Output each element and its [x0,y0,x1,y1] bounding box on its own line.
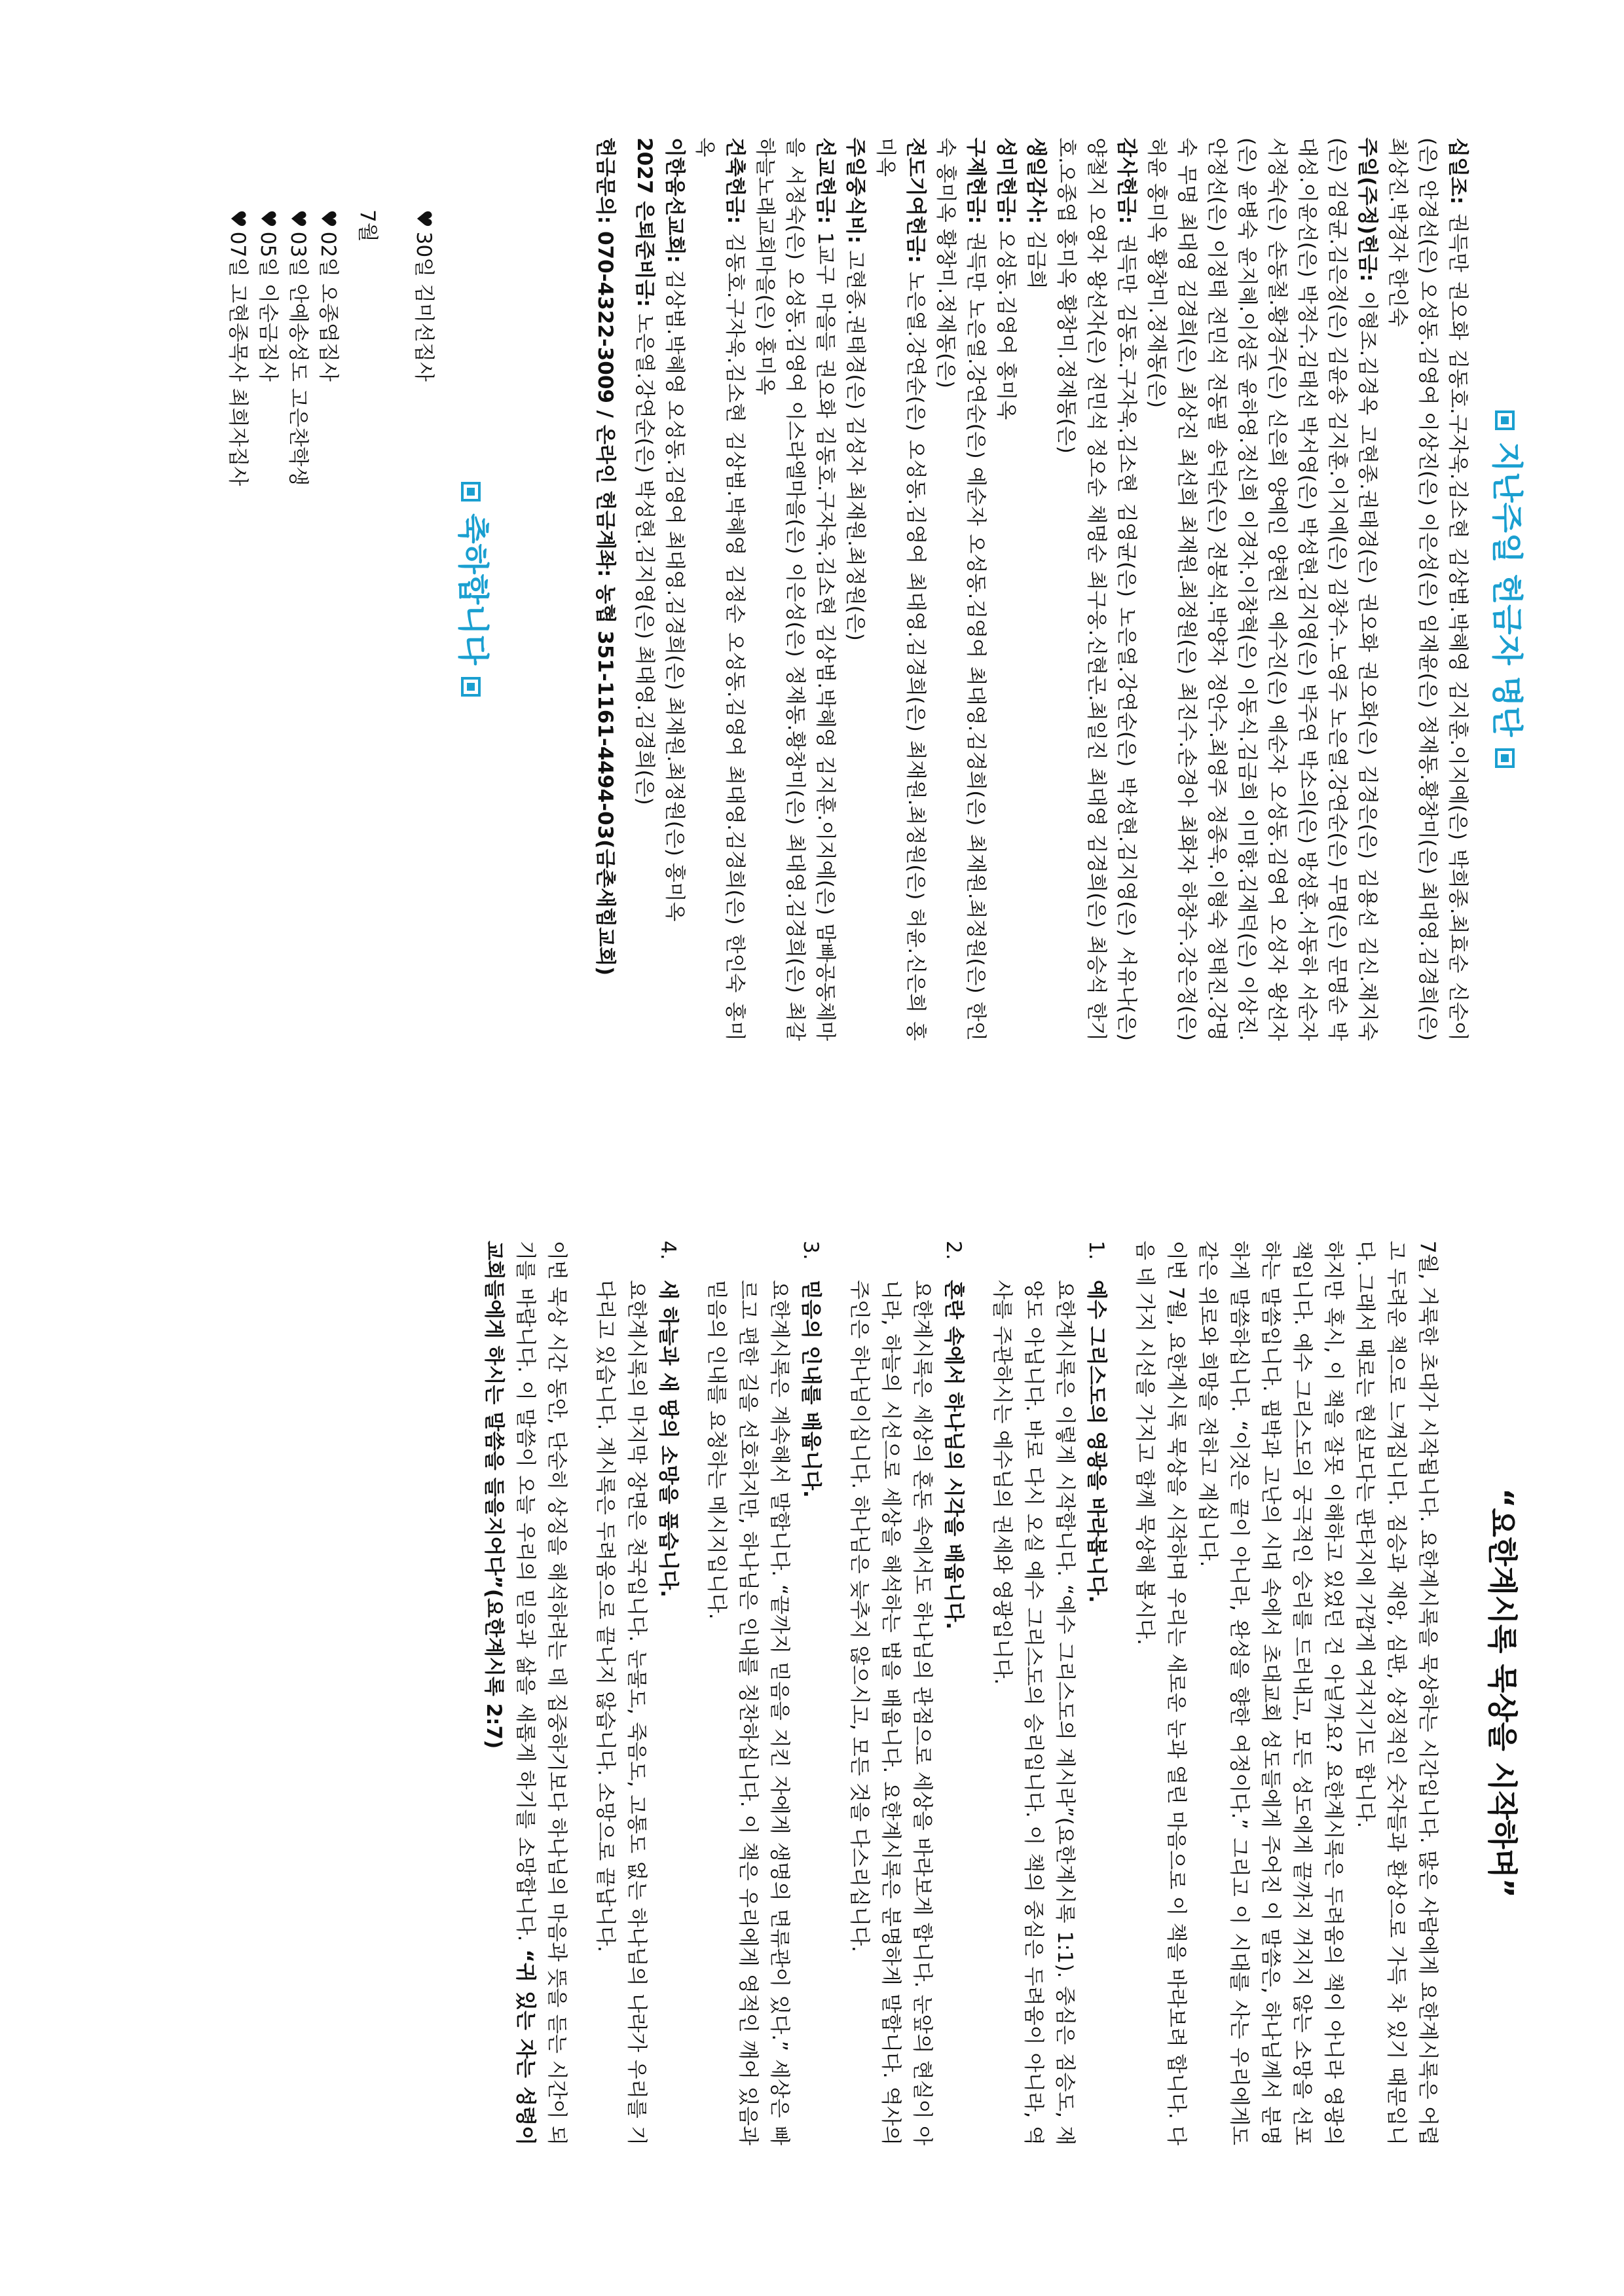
heart-icon: ♥ [316,210,340,228]
donor-entry [991,137,1021,1041]
birthday-item [223,210,253,1041]
donor-entry-names: 김금희 [1024,224,1048,289]
heart-icon: ♥ [286,210,310,228]
birthday-text: 07일 고현종목사 최희자집사 [226,231,249,486]
donor-entry [931,137,991,1041]
birthday-text: 03일 안예송성도 고은찬학생 [286,231,310,486]
donor-entry-names: 이형조.김경옥 고현종.권태경(은) 권오화 권오화(은) 김경은(은) 김용선 김신.채지숙(은) 김영균.김은정(은) 김윤송 김지훈.이지예(은) 김창수.노영주 노은열.강연순(은) 무명(은) 문명순 박대성.이윤선(은) 박정수.김태선 박서영(은) 박성현.김지영(은) 박주연 박소의(은) 방성훈.서동하 서순자 서정숙(은) 손동철.황경주(은) 신은희 양예인 양현진 예수진(은) 예순자 오성동.김영여 오성자 왕선자(은) 윤병숙 윤지혜.이성준 윤하영.정신희 이경자.이창혁(은) 이동식.김금희 이미향.김재덕(은) 이상진.안정선(은) 이정태 전민석 전동필 송덕순(은) 전봉석.박양자 정안수.최영주 정종욱.이형숙 정태진.강명숙 무명 최대영 김경희(은) 최상진 최선희 최재원.최정원(은) 최진수.손경아 최화자 하창수.강은정(은) 허윤 홍미옥 황창미.정재동(은) [1145,137,1379,1041]
donor-entry-label: 십일조: [1446,137,1469,205]
point-heading: 새 하늘과 새 땅의 소망을 품습니다. [656,1280,680,1597]
donor-entry [1051,137,1141,1041]
square-bullet-icon [1495,748,1515,768]
donor-entry-names: 고현종.권태경(은) 김성자 최재원.최정원(은) [843,244,867,641]
congrats-section-title: 축하합니다 [453,137,498,1041]
donor-entry [690,137,750,1041]
donor-entry [629,137,659,1041]
donor-entry [870,137,931,1041]
donor-list [629,137,1473,1041]
heart-icon: ♥ [256,210,280,228]
article-point [589,1241,684,2145]
article-points [589,1241,1112,2145]
point-number: 1. [1084,1241,1108,1260]
point-heading: 믿음의 인내를 배웁니다. [799,1280,822,1498]
donor-entry-names: 오성동.김영여 홍미옥 [994,224,1018,420]
donor-entry [1141,137,1382,1041]
point-heading: 예수 그리스도의 영광을 바라봅니다. [1084,1280,1108,1603]
donor-entry-names: 권득만 김동호.구자욱.김소현 김영균(은) 노은열.강연순(은) 박성현.김지영(은) 서유나(은) 양철지 오영자 왕선자(은) 전민석 정오순 채명순 최구웅.신현곤.최일진 최대영 김경희(은) 최승석 한기호.오종엽 홍미옥 황창미.정재동(은) [1054,137,1138,1041]
birthday-item [253,210,283,1041]
donor-entry-label: 주일(주정)헌금: [1356,137,1379,282]
donor-entry-label: 건축헌금: [723,137,747,225]
point-body: 요한계시록은 이렇게 시작합니다. “예수 그리스도의 계시라”(요한계시록 1:1). 중심은 짐승도, 재앙도 아닙니다. 바로 다시 오실 예수 그리스도의 승리입니다. 이 책의 중심은 두려움이 아니라, 역사를 주관하시는 예수님의 권세와 영광입니다. [990,1280,1077,2145]
birthday-item [283,210,313,1041]
donor-entry-label: 이한움선교회: [663,137,686,264]
donor-entry-label: 선교헌금: [813,137,837,225]
donor-entry [840,137,870,1041]
donors-column [0,0,1624,1113]
donor-entry-label: 구제헌금: [964,137,987,225]
donor-entry-names: 1교구 마을들 권오화 김동호.구자욱.김소현 김상범.박혜영 김지훈.이지예(은) 맘빠공동체마을 서정숙(은) 오성동.김영여 이스라엘마을(은) 이은성(은) 정재동.황창미(은) 최대영.김경희(은) 최갈 하늘노래교회마을(은) 홍미옥 [753,137,837,1041]
point-heading: 혼란 속에서 하나님의 시각을 배웁니다. [942,1280,965,1630]
article-point [843,1241,969,2145]
point-body: 요한계시록은 세상의 혼돈 속에서도 하나님의 관점으로 세상을 바라보게 합니다. 눈앞의 현실이 아니라, 하늘의 시선으로 세상을 해석하는 법을 배웁니다. 요한계시록은 분명하게 말합니다. 역사의 주인은 하나님이십니다. 하나님은 늦추지 않으시고, 모든 것을 다스리십니다. [847,1280,934,2145]
donor-entry-label: 성미헌금: [994,137,1018,225]
point-number: 2. [942,1241,965,1260]
article-closing: 이번 묵상 시간 동안, 단순히 상징을 해석하려는 데 집중하기보다 하나님의 마음과 뜻을 듣는 시간이 되기를 바랍니다. 이 말씀이 오늘 우리의 믿음과 삶을 새롭게 하기를 소망합니다. “귀 있는 자는 성령이 교회들에게 하시는 말씀을 들을지어다”(요한계시록 2:7) [482,1241,568,2145]
month-label: 7월 [356,210,379,242]
article-intro-2: 하지만 혹시, 이 책을 잘못 이해하고 있었던 건 아닐까요? 요한계시록은 두려움의 책이 아니라 영광의 책입니다. 예수 그리스도의 궁극적인 승리를 드러내고, 모든 성도에게 끝까지 꺼지지 않는 소망을 선포하는 말씀입니다. 핍박과 고난의 시대 속에서 초대교회 성도들에게 주어진 이 말씀은, 하나님께서 분명하게 말씀하십니다. “이것은 끝이 아니라, 완성을 향한 여정이다.” 그리고 이 시대를 사는 우리에게도 같은 위로와 희망을 전하고 계십니다. [1196,1241,1345,2145]
birthday-item [313,210,343,1041]
article-point [986,1241,1112,2145]
birthday-item [409,210,439,1041]
article-title: “요한계시록 묵상을 시작하며” [1485,1488,1520,1898]
point-body: 요한계시록의 마지막 장면은 천국입니다. 눈물도, 죽음도, 고통도 없는 하나님의 나라가 우리를 기다리고 있습니다. 계시록은 두려움으로 끝나지 않습니다. 소망으로 끝납니다. [593,1280,648,2145]
article-intro-3: 이번 7월, 요한계시록 묵상을 시작하며 우리는 새로운 눈과 열린 마음으로 이 책을 바라보려 합니다. 다음 네 가지 시선을 가지고 함께 묵상해 봅시다. [1133,1241,1188,2145]
article-intro: 7월, 거룩한 초대가 시작됩니다. 요한계시록을 묵상하는 시간입니다. 많은 사람에게 요한계시록은 어렵고 두려운 책으로 느껴집니다. 짐승과 재앙, 심판, 상징적인 숫자들과 환상으로 가득 차 있기 때문입니다. 그래서 때로는 현실보다는 판타지에 가깝게 여겨지기도 합니다. [1353,1241,1439,2145]
donor-entry [1382,137,1473,1041]
article-point [701,1241,826,2145]
donor-entry [1021,137,1051,1041]
donor-entry-names: 김상범.박혜영 오성동.김영여 최대영.김경희(은) 최재원.최정원(은) 홍미옥 [663,263,686,922]
article-column [0,1149,1624,2296]
closing-quote: “귀 있는 자는 성령이 교회들에게 하시는 말씀을 들을지어다”(요한계시록 2:7) [482,1241,537,2145]
birthday-text: 05일 이순금집사 [256,231,280,382]
birthday-text: 02일 오종엽집사 [316,231,340,382]
donor-entry-label: 감사헌금: [1115,137,1138,225]
july-birthday-list [223,137,343,1041]
donor-entry-label: 전도기여헌금: [904,137,927,264]
square-bullet-icon [461,677,481,697]
donor-entry [750,137,840,1041]
square-bullet-icon [461,482,481,501]
heart-icon: ♥ [226,210,249,228]
donor-entry-label: 주일중식비: [843,137,867,244]
point-number: 4. [656,1241,680,1260]
point-number: 3. [799,1241,822,1260]
point-body: 요한계시록은 계속해서 말합니다. “끝까지 믿음을 지킨 자에게 생명의 면류관이 있다.” 세상은 빠르고 편한 길을 선호하지만, 하나님은 인내를 칭찬하십니다. 이 책은 우리에게 영적인 깨어 있음과 믿음의 인내를 요청하는 메시지입니다. [705,1280,791,2145]
offering-contact: 헌금문의: 070-4322-3009 / 온라인 헌금계좌: 농협 351-1161-4494-03(금촌새힘교회) [593,137,617,976]
square-bullet-icon [1495,410,1515,430]
birthday-text: 30일 김미선집사 [412,231,435,382]
donor-entry [659,137,690,1041]
donor-entry-label: 생일감사: [1024,137,1048,225]
donor-entry-names: 권득만 노은열.강연순(은) 예순자 오성동.김영여 최대영.김경희(은) 최재원.최정원(은) 한인숙 홍미옥 황창미.정재동(은) [934,137,987,1041]
donor-entry-names: 권득만 권오화 김동호.구자욱.김소현 김상범.박혜영 김지훈.이지예(은) 박희종.최효순 신순이(은) 안경선(은) 오성동.김영여 이상진(은) 이은성(은) 임재윤(은) 정재동.황창미(은) 최대영.김경희(은) 최상진.박경자 한인숙 [1386,137,1469,1041]
donor-entry-names: 김동호.구자욱.김소현 김상범.박혜영 김정순 오성동.김영여 최대영.김경희(은) 한인숙 홍미옥 [693,137,747,1041]
donors-section-title: 지난주일 헌금자 명단 [1487,137,1532,1041]
donor-entry-names: 노은열.강연순(은) 오성동.김영여 최대영.김경희(은) 최재원.최정원(은) 허윤.신은희 홍미옥 [874,137,927,1041]
donor-entry-names: 노은열.강연순(은) 박성현.김지영(은) 최대영.김경희(은) [633,307,656,805]
donor-entry-label: 2027 은퇴준비금: [633,137,656,308]
heart-icon: ♥ [412,210,435,228]
june-birthday-list [409,137,439,1041]
